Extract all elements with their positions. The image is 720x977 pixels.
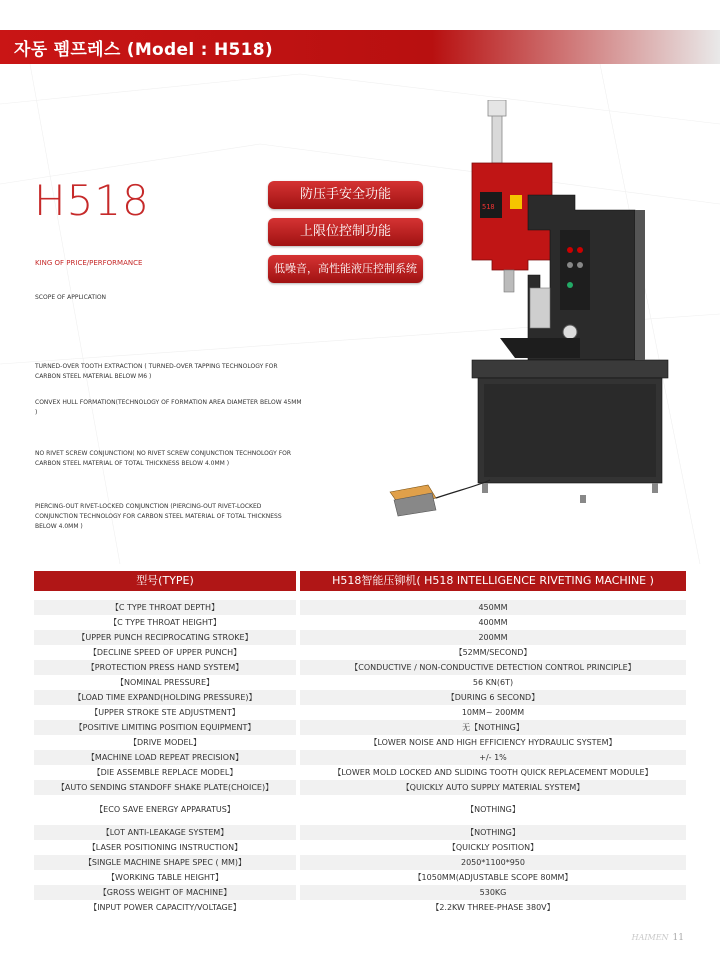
spec-label: 【LASER POSITIONING INSTRUCTION】 (87, 843, 243, 852)
spec-label: 【MACHINE LOAD REPEAT PRECISION】 (34, 750, 296, 765)
spec-label: 【DIE ASSEMBLE REPLACE MODEL】 (92, 768, 238, 777)
table-row (34, 900, 686, 915)
footer-brand: HAIMEN (631, 933, 669, 942)
spec-value: 450MM (300, 600, 686, 615)
table-row (34, 825, 686, 840)
spec-value: 56 KN(6T) (472, 678, 514, 687)
spec-value: 10MM~ 200MM (461, 708, 525, 717)
spec-value: 【DURING 6 SECOND】 (300, 690, 686, 705)
table-row (34, 855, 686, 870)
application-item: TURNED-OVER TOOTH EXTRACTION ( TURNED-OVER TAPPING TECHNOLOGY FOR CARBON STEEL MATERIAL BELOW M6 ) (35, 363, 278, 380)
table-row (34, 885, 686, 900)
spec-label: 【NOMINAL PRESSURE】 (115, 678, 215, 687)
spec-label: 【LOAD TIME EXPAND(HOLDING PRESSURE)】 (34, 690, 296, 705)
page-title: 자동 펨프레스 (Model : H518) (14, 40, 273, 60)
spec-value: 【CONDUCTIVE / NON-CONDUCTIVE DETECTION CONTROL PRINCIPLE】 (300, 660, 686, 675)
spec-label: 【ECO SAVE ENERGY APPARATUS】 (95, 805, 235, 814)
table-row (34, 840, 686, 855)
spec-label: 【WORKING TABLE HEIGHT】 (107, 873, 223, 882)
table-row (34, 615, 686, 630)
svg-text:518: 518 (482, 203, 495, 211)
scope-title: SCOPE OF APPLICATION (35, 294, 107, 301)
spec-label: 【C TYPE THROAT HEIGHT】 (109, 618, 221, 627)
application-item: CONVEX HULL FORMATION(TECHNOLOGY OF FORMATION AREA DIAMETER BELOW 45MM ) (35, 399, 302, 416)
header-bar (0, 30, 720, 64)
spec-label: 【C TYPE THROAT DEPTH】 (34, 600, 296, 615)
spec-label: 【SINGLE MACHINE SHAPE SPEC ( MM)】 (34, 855, 296, 870)
feature-badge: 低噪音，高性能液压控制系统 (268, 255, 423, 283)
table-row (34, 765, 686, 780)
spec-label: 【DECLINE SPEED OF UPPER PUNCH】 (88, 648, 242, 657)
table-row (34, 645, 686, 660)
spec-label: 【PROTECTION PRESS HAND SYSTEM】 (34, 660, 296, 675)
table-row (34, 795, 686, 825)
table-header-type: 型号(TYPE) (34, 571, 296, 591)
spec-value: 【NOTHING】 (300, 825, 686, 840)
table-header-model: H518智能压铆机( H518 INTELLIGENCE RIVETING MACHINE ) (300, 571, 686, 591)
model-name: H518 (34, 176, 150, 225)
page-number: 11 (672, 933, 684, 943)
table-row (34, 750, 686, 765)
table-row (34, 720, 686, 735)
spec-value: 【52MM/SECOND】 (454, 648, 532, 657)
spec-value: 【1050MM(ADJUSTABLE SCOPE 80MM】 (413, 873, 573, 882)
application-item: NO RIVET SCREW CONJUNCTION( NO RIVET SCREW CONJUNCTION TECHNOLOGY FOR CARBON STEEL MATERIAL OF TOTAL THICKNESS BELOW 4.0MM ) (35, 450, 292, 467)
spec-value: 【NOTHING】 (466, 805, 520, 814)
spec-value: 400MM (478, 618, 508, 627)
spec-value: 2050*1100*950 (300, 855, 686, 870)
table-row (34, 870, 686, 885)
feature-badge: 上限位控制功能 (268, 218, 423, 246)
spec-value: 【LOWER MOLD LOCKED AND SLIDING TOOTH QUICK REPLACEMENT MODULE】 (333, 768, 653, 777)
spec-value: 【QUICKLY POSITION】 (447, 843, 539, 852)
table-row (34, 690, 686, 705)
spec-value: 无【NOTHING】 (300, 720, 686, 735)
machine-image (380, 100, 700, 520)
feature-badge: 防压手安全功能 (268, 181, 423, 209)
table-row (34, 780, 686, 795)
spec-label: 【UPPER STROKE STE ADJUSTMENT】 (90, 708, 240, 717)
table-row (34, 600, 686, 615)
page-footer (632, 933, 684, 943)
spec-value: 200MM (300, 630, 686, 645)
table-row (34, 735, 686, 750)
slogan: KING OF PRICE/PERFORMANCE (35, 259, 143, 267)
spec-label: 【POSITIVE LIMITING POSITION EQUIPMENT】 (34, 720, 296, 735)
table-row (34, 705, 686, 720)
table-row (34, 630, 686, 645)
spec-value: +/- 1% (300, 750, 686, 765)
spec-value: 【2.2KW THREE-PHASE 380V】 (431, 903, 555, 912)
spec-value: 530KG (300, 885, 686, 900)
application-item: PIERCING-OUT RIVET-LOCKED CONJUNCTION (PIERCING-OUT RIVET-LOCKED CONJUNCTION TECHNOLOGY FOR CARBON STEEL MATERIAL OF TOTAL THICKNESS BELOW 4.0MM ) (35, 503, 282, 530)
spec-label: 【GROSS WEIGHT OF MACHINE】 (34, 885, 296, 900)
spec-label: 【INPUT POWER CAPACITY/VOLTAGE】 (89, 903, 241, 912)
spec-label: 【UPPER PUNCH RECIPROCATING STROKE】 (34, 630, 296, 645)
table-row (34, 675, 686, 690)
spec-label: 【AUTO SENDING STANDOFF SHAKE PLATE(CHOICE)】 (34, 780, 296, 795)
spec-label: 【DRIVE MODEL】 (128, 738, 202, 747)
spec-value: 【LOWER NOISE AND HIGH EFFICIENCY HYDRAULIC SYSTEM】 (369, 738, 617, 747)
spec-label: 【LOT ANTI-LEAKAGE SYSTEM】 (34, 825, 296, 840)
table-row (34, 660, 686, 675)
spec-value: 【QUICKLY AUTO SUPPLY MATERIAL SYSTEM】 (300, 780, 686, 795)
